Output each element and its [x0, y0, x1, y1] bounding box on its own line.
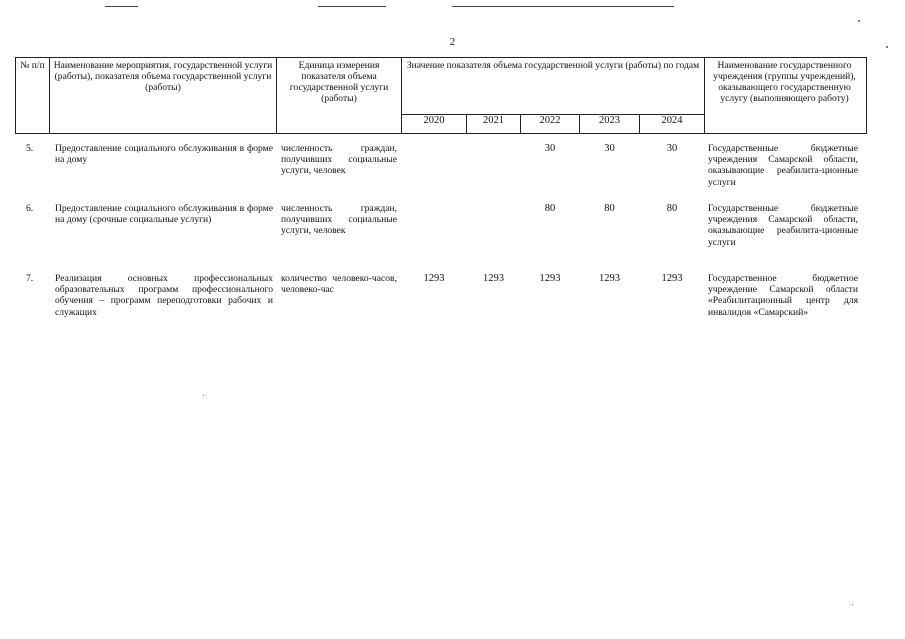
header-unit: Единица измерения показателя объема государственной услуги (работы) [289, 60, 389, 104]
row-value-2021: 1293 [483, 273, 504, 284]
row-value-2020: 1293 [423, 273, 445, 284]
header-values: Значение показателя объема государственной услуги (работы) по годам [406, 60, 700, 71]
year-2021: 2021 [483, 115, 504, 126]
top-rule-2 [318, 6, 386, 7]
scan-speck [203, 395, 204, 396]
row-value-2024: 80 [666, 203, 678, 214]
row-number: 7. [26, 273, 34, 284]
row-name: Предоставление социального обслуживания в форме на дому [55, 143, 273, 166]
scan-speck [886, 46, 888, 48]
row-value-2022: 1293 [539, 273, 561, 284]
row-name: Реализация основных профессиональных образовательных программ профессионального обучения – программ переподготовки рабочих и служащих [55, 273, 273, 318]
header-institution: Наименование государственного учреждения (группы учреждений), оказывающего государственную услугу (выполняющего работу) [713, 60, 856, 104]
page-number: 2 [449, 36, 456, 48]
row-institution: Государственные бюджетные учреждения Самарской области, оказывающие реабилита-ционные услуги [708, 203, 858, 248]
header-num: № п/п [20, 60, 45, 71]
header-name: Наименование мероприятия, государственной услуги (работы), показателя объема государственной услуги (работы) [53, 60, 273, 93]
row-number: 6. [26, 203, 34, 214]
row-value-2024: 1293 [661, 273, 683, 284]
row-name: Предоставление социального обслуживания в форме на дому (срочные социальные услуги) [55, 203, 273, 226]
year-2023: 2023 [599, 115, 620, 126]
scan-speck [858, 20, 860, 22]
row-unit: численность граждан, получивших социальные услуги, человек [281, 203, 397, 237]
row-value-2022: 80 [544, 203, 556, 214]
top-rule-3 [452, 6, 674, 7]
row-institution: Государственное бюджетное учреждение Самарской области «Реабилитационный центр для инвалидов «Самарский» [708, 273, 858, 318]
row-number: 5. [26, 143, 34, 154]
top-rule-1 [105, 6, 138, 7]
scan-speck [852, 604, 853, 605]
year-2020: 2020 [423, 115, 445, 126]
row-value-2023: 80 [604, 203, 615, 214]
row-value-2023: 30 [604, 143, 615, 154]
row-unit: количество человеко-часов, человеко-час [281, 273, 397, 296]
year-2022: 2022 [539, 115, 561, 126]
row-institution: Государственные бюджетные учреждения Самарской области, оказывающие реабилита-ционные услуги [708, 143, 858, 188]
year-2024: 2024 [661, 115, 683, 126]
row-value-2023: 1293 [599, 273, 620, 284]
row-unit: численность граждан, получивших социальные услуги, человек [281, 143, 397, 177]
row-value-2024: 30 [666, 143, 678, 154]
row-value-2022: 30 [544, 143, 556, 154]
